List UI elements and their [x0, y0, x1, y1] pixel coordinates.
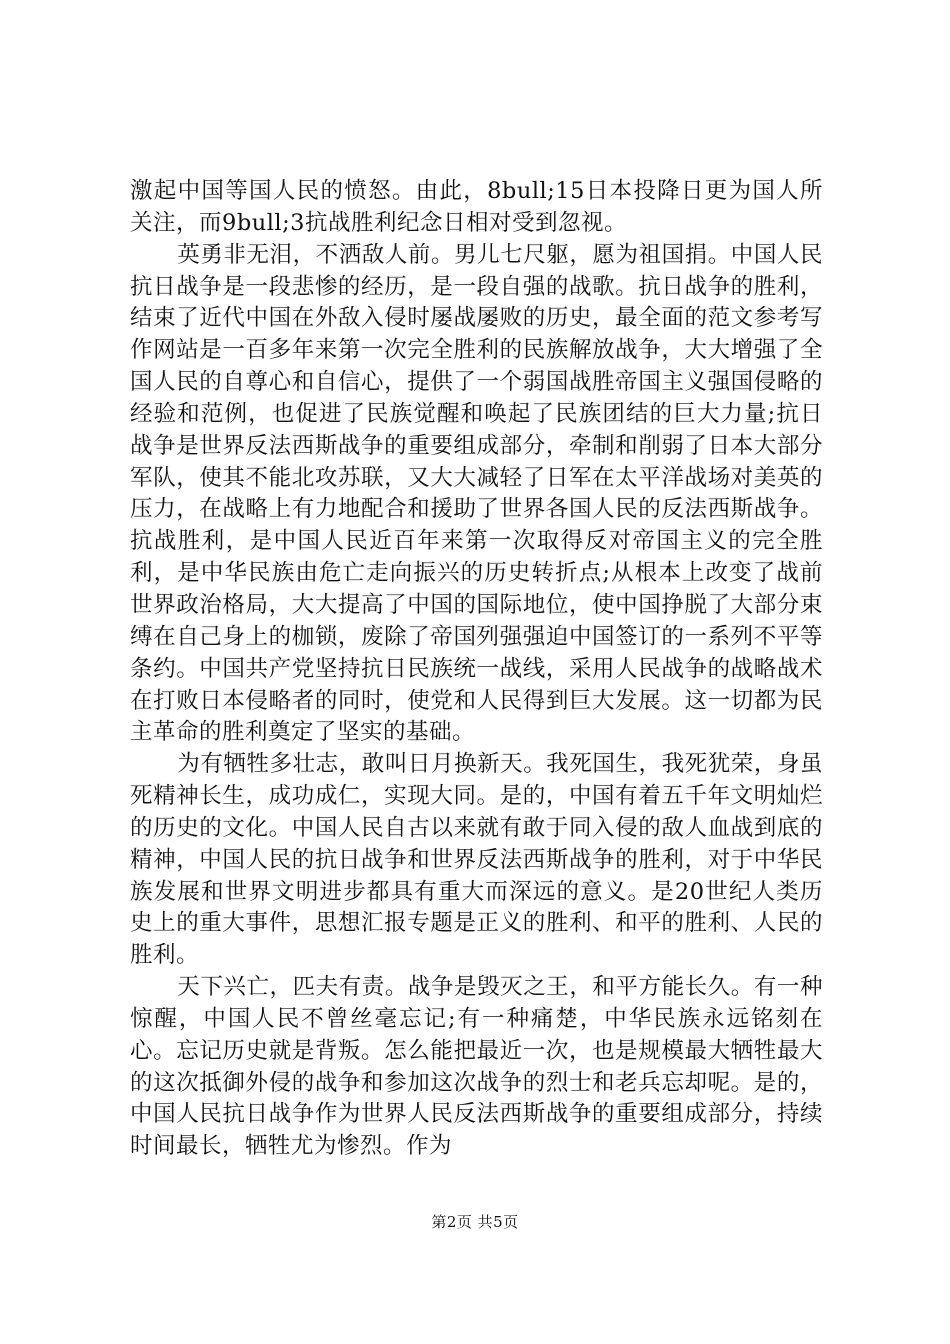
body-text	[130, 176, 823, 1163]
paragraph-1: 激起中国等国人民的愤怒。由此，8bull;15日本投降日更为国人所关注，而9bull;3抗战胜利纪念日相对受到忽视。	[130, 178, 823, 236]
paragraph-3: 为有牺牲多壮志，敢叫日月换新天。我死国生，我死犹荣，身虽死精神长生，成功成仁，实现大同。是的，中国有着五千年文明灿烂的历史的文化。中国人民自古以来就有敢于同入侵的敌人血战到底的精神，中国人民的抗日战争和世界反法西斯战争的胜利，对于中华民族发展和世界文明进步都具有重大而深远的意义。是20世纪人类历史上的重大事件，思想汇报专题是正义的胜利、和平的胜利、人民的胜利。	[130, 751, 823, 969]
page-number-footer: 第2页 共5页	[431, 1213, 519, 1231]
paragraph-2: 英勇非无泪，不洒敌人前。男儿七尺躯，愿为祖国捐。中国人民抗日战争是一段悲惨的经历，是一段自强的战歌。抗日战争的胜利，结束了近代中国在外敌入侵时屡战屡败的历史，最全面的范文参考写作网站是一百多年来第一次完全胜利的民族解放战争，大大增强了全国人民的自尊心和自信心，提供了一个弱国战胜帝国主义强国侵略的经验和范例，也促进了民族觉醒和唤起了民族团结的巨大力量;抗日战争是世界反法西斯战争的重要组成部分，牵制和削弱了日本大部分军队，使其不能北攻苏联，又大大减轻了日军在太平洋战场对美英的压力，在战略上有力地配合和援助了世界各国人民的反法西斯战争。抗战胜利，是中国人民近百年来第一次取得反对帝国主义的完全胜利，是中华民族由危亡走向振兴的历史转折点;从根本上改变了战前世界政治格局，大大提高了中国的国际地位，使中国挣脱了大部分束缚在自己身上的枷锁，废除了帝国列强强迫中国签订的一系列不平等条约。中国共产党坚持抗日民族统一战线，采用人民战争的战略战术在打败日本侵略者的同时，使党和人民得到巨大发展。这一切都为民主革命的胜利奠定了坚实的基础。	[130, 241, 823, 746]
paragraph-4: 天下兴亡，匹夫有责。战争是毁灭之王，和平方能长久。有一种惊醒，中国人民不曾丝毫忘记;有一种痛楚，中华民族永远铭刻在心。忘记历史就是背叛。怎么能把最近一次，也是规模最大牺牲最大的这次抵御外侵的战争和参加这次战争的烈士和老兵忘却呢。是的，中国人民抗日战争作为世界人民反法西斯战争的重要组成部分，持续时间最长，牺牲尤为惨烈。作为	[130, 974, 823, 1160]
